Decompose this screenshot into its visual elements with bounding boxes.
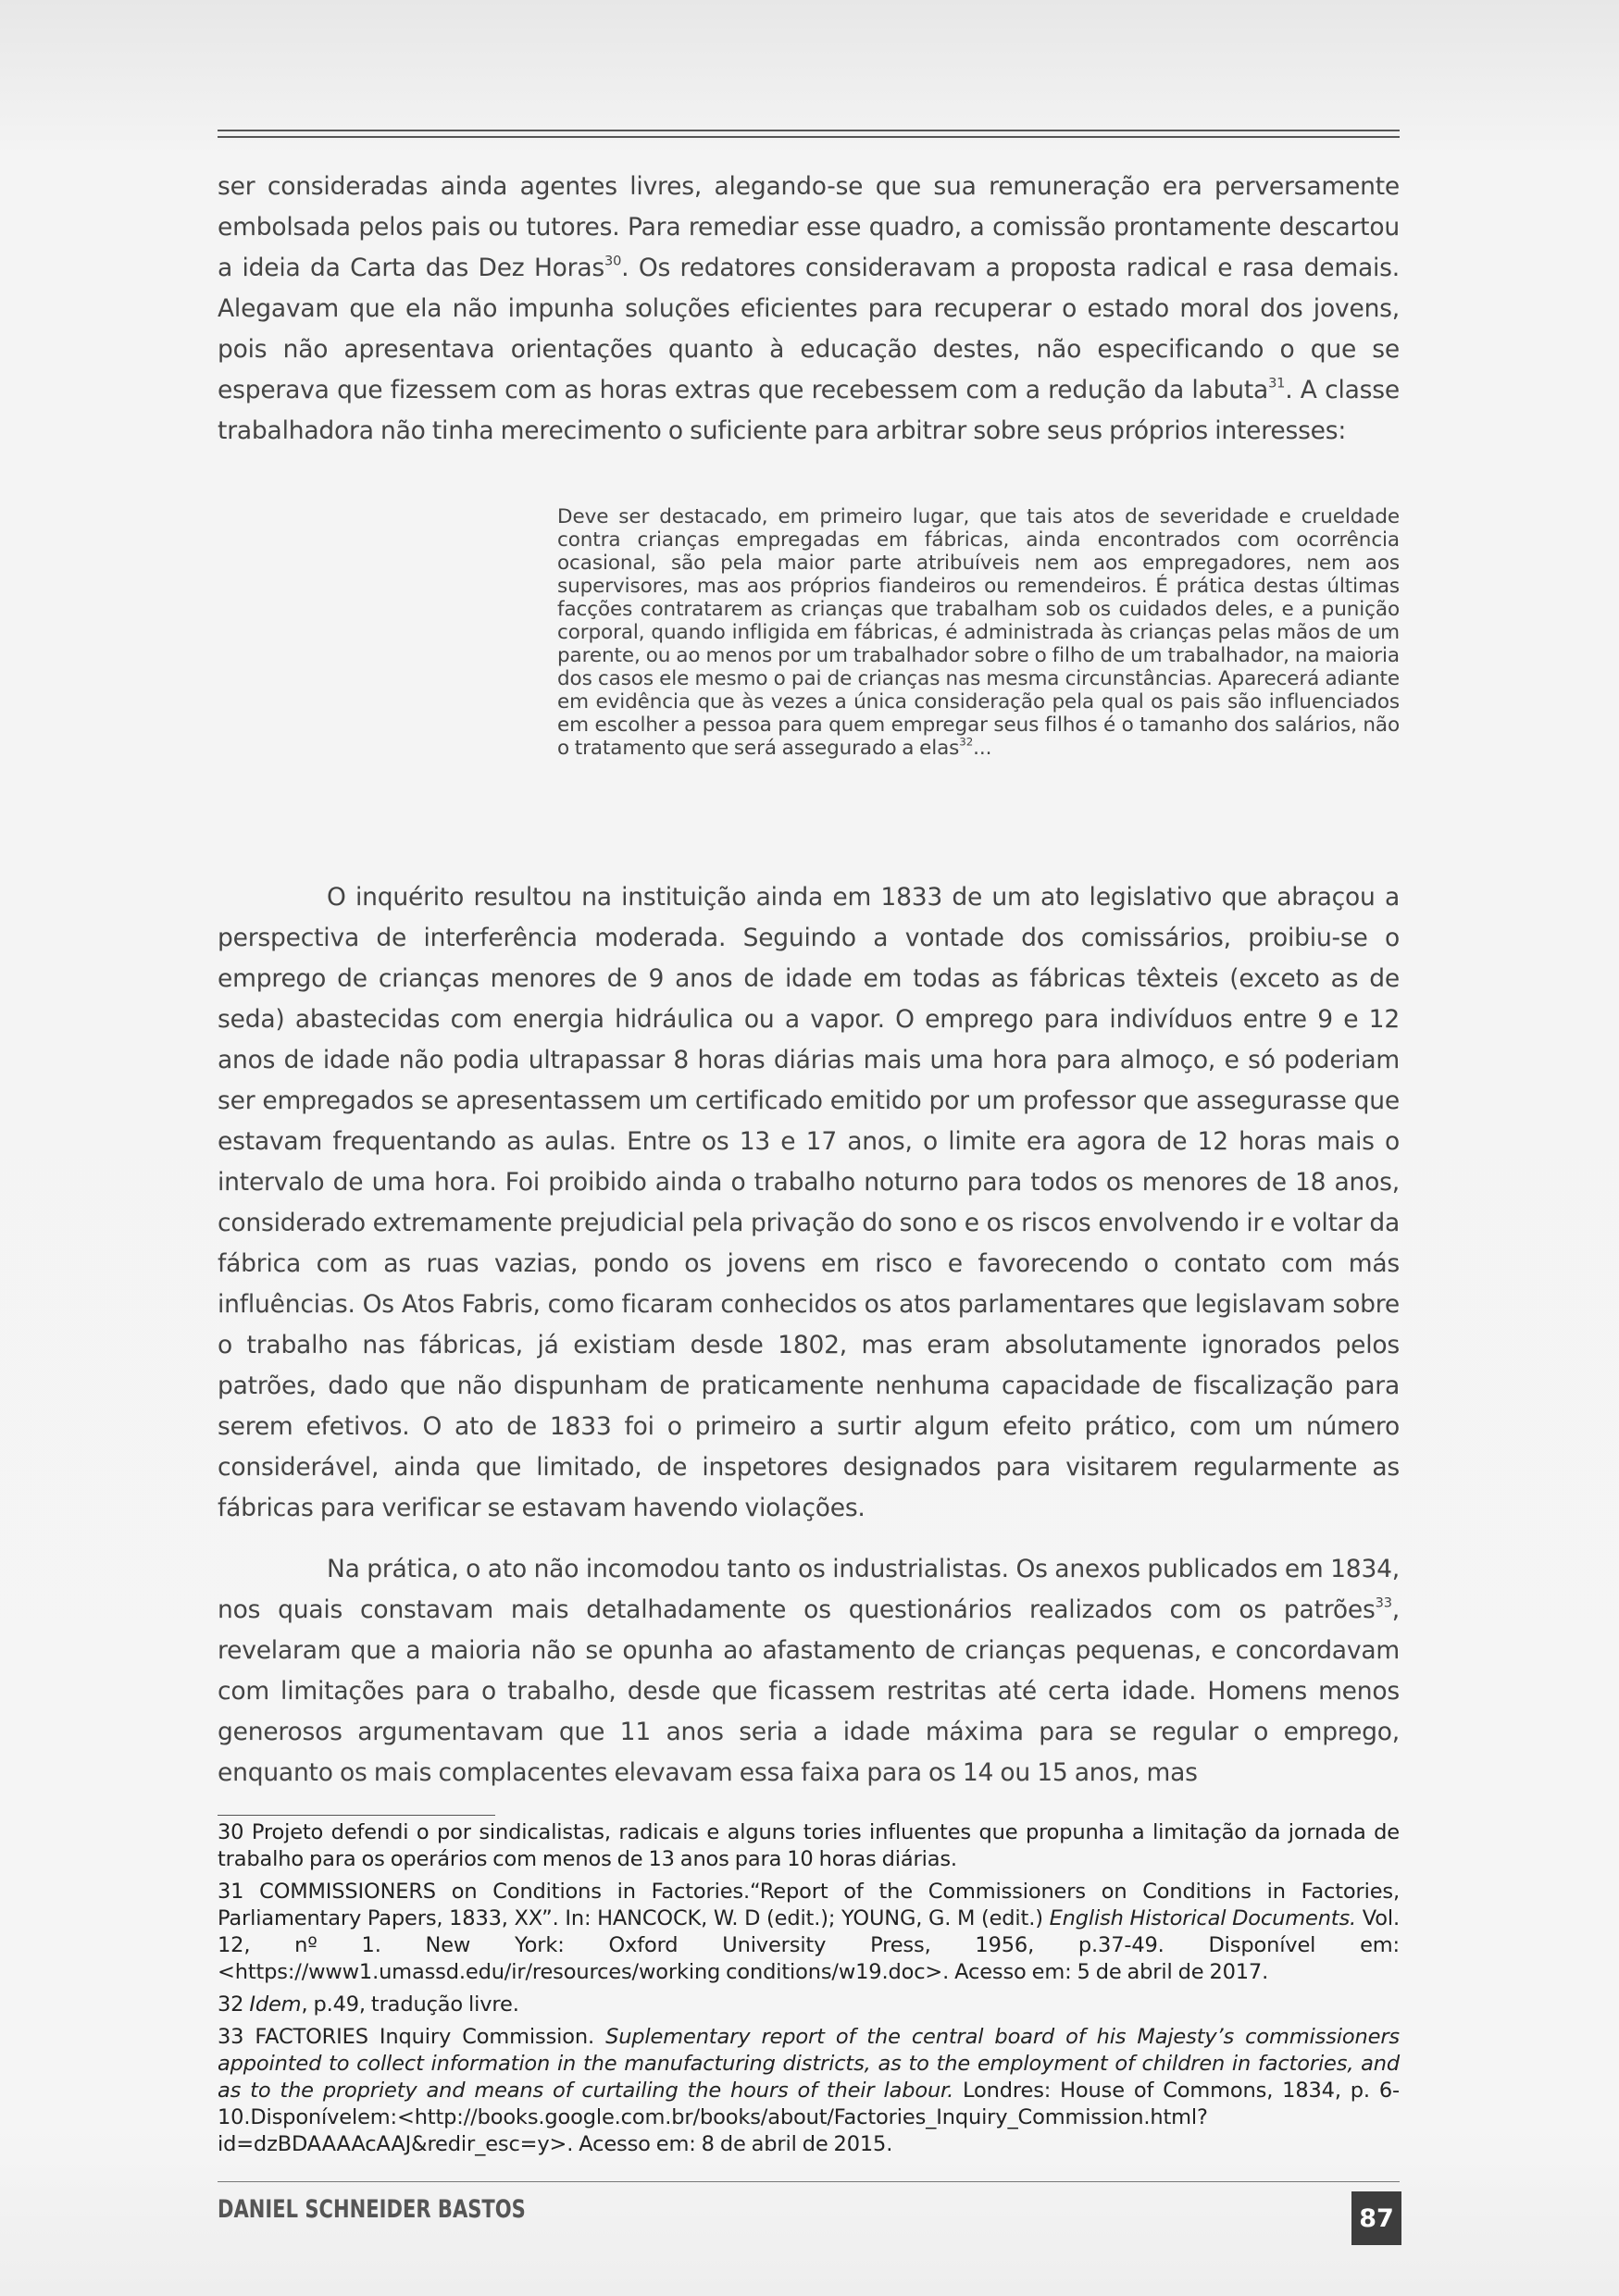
footnote-33-title: Suplementary report of the central board of his Majesty’s commissioners appointed to collect information in the manufacturing districts, as to the employment of children in factories, and as to the propriety and means of curtailing the hours of their labour. — [218, 2025, 1400, 2103]
footnote-33 — [218, 2024, 1400, 2158]
footnote-31-text-b: Vol. 12, nº 1. New York: Oxford University Press, 1956, p.37-49. Disponível em: <https://www1.umassd.edu/ir/resources/working conditions/w19.doc>. Acesso em: 5 de abril de 2017. — [218, 1906, 1401, 1984]
footnote-33-text-a: 33 FACTORIES Inquiry Commission. — [218, 2025, 606, 2049]
footer-author: DANIEL SCHNEIDER BASTOS — [218, 2195, 526, 2224]
footnote-ref-33[interactable]: 33 — [1375, 1595, 1392, 1611]
footnote-ref-30[interactable]: 30 — [604, 253, 622, 269]
footnote-separator — [218, 1815, 495, 1816]
paragraph-2: O inquérito resultou na instituição ainda em 1833 de um ato legislativo que abraçou a perspectiva de interferência moderada. Seguindo a vontade dos comissários, proibiu-se o emprego de crianças menores de 9 anos de idade em todas as fábricas têxteis (exceto as de seda) abastecidas com energia hidráulica ou a vapor. O emprego para indivíduos entre 9 e 12 anos de idade não podia ultrapassar 8 horas diárias mais uma hora para almoço, e só poderiam ser empregados se apresentassem um certificado emitido por um professor que assegurasse que estavam frequentando as aulas. Entre os 13 e 17 anos, o limite era agora de 12 horas mais o intervalo de uma hora. Foi proibido ainda o trabalho noturno para todos os menores de 18 anos, considerado extremamente prejudicial pela privação do sono e os riscos envolvendo ir e voltar da fábrica com as ruas vazias, pondo os jovens em risco e favorecendo o contato com más influências. Os Atos Fabris, como ficaram conhecidos os atos parlamentares que legislavam sobre o trabalho nas fábricas, já existiam desde 1802, mas eram absolutamente ignorados pelos patrões, dado que não dispunham de praticamente nenhuma capacidade de fiscalização para serem efetivos. O ato de 1833 foi o primeiro a surtir algum efeito prático, com um número considerável, ainda que limitado, de inspetores designados para visitarem regularmente as fábricas para verificar se estavam havendo violações. — [218, 883, 1400, 1522]
footnote-31 — [218, 1879, 1400, 1986]
footnote-ref-32[interactable]: 32 — [959, 735, 974, 749]
footnote-31-title: English Historical Documents. — [1049, 1906, 1357, 1930]
footnote-ref-31[interactable]: 31 — [1268, 375, 1286, 391]
paragraph-3-text-a: Na prática, o ato não incomodou tanto os industrialistas. Os anexos publicados em 1834, nos quais constavam mais detalhadamente os questionários realizados com os patrões — [218, 1555, 1400, 1624]
footnote-30: 30 Projeto defendi o por sindicalistas, radicais e alguns tories influentes que propunha a limitação da jornada de trabalho para os operários com menos de 13 anos para 10 horas diárias. — [218, 1820, 1400, 1871]
paragraph-3 — [218, 1549, 1400, 1793]
block-quote — [557, 505, 1400, 760]
footnote-32-text: , p.49, tradução livre. — [301, 1992, 519, 2017]
paragraph-1 — [218, 167, 1400, 452]
paragraph-1-text-b: . Os redatores consideravam a proposta radical e rasa demais. Alegavam que ela não impunha soluções eficientes para recuperar o estado moral dos jovens, pois não apresentava orientações quanto à educação destes, não especificando o que se esperava que fizessem com as horas extras que recebessem com a redução da labuta — [218, 254, 1401, 404]
paragraph-3-text-b: , revelaram que a maioria não se opunha ao afastamento de crianças pequenas, e concordavam com limitações para o trabalho, desde que ficassem restritas até certa idade. Homens menos generosos argumentavam que 11 anos seria a idade máxima para se regular o emprego, enquanto os mais complacentes elevavam essa faixa para os 14 ou 15 anos, mas — [218, 1595, 1400, 1787]
footnotes — [218, 1819, 1400, 2164]
body-paragraphs — [218, 877, 1400, 1793]
block-quote-ellipsis: ... — [973, 737, 992, 760]
block-quote-text: Deve ser destacado, em primeiro lugar, que tais atos de severidade e crueldade contra crianças empregadas em fábricas, ainda encontrados com ocorrência ocasional, são pela maior parte atribuíveis nem aos empregadores, nem aos supervisores, mas aos próprios fiandeiros ou remendeiros. É prática destas últimas facções contratarem as crianças que trabalham sob os cuidados deles, e a punição corporal, quando infligida em fábricas, é administrada às crianças pelas mãos de um parente, ou ao menos por um trabalhador sobre o filho de um trabalhador, na maioria dos casos ele mesmo o pai de crianças nas mesma circunstâncias. Aparecerá adiante em evidência que às vezes a única consideração pela qual os pais são influenciados em escolher a pessoa para quem empregar seus filhos é o tamanho dos salários, não o tratamento que será assegurado a elas — [557, 505, 1400, 760]
paragraph-continuation — [218, 167, 1400, 452]
footer-rule — [218, 2181, 1400, 2182]
paragraph-1-text-c: . A classe trabalhadora não tinha merecimento o suficiente para arbitrar sobre seus próprios interesses: — [218, 376, 1400, 445]
page-number: 87 — [1351, 2191, 1401, 2245]
paragraph-1-text-a: ser consideradas ainda agentes livres, alegando-se que sua remuneração era perversamente embolsada pelos pais ou tutores. Para remediar esse quadro, a comissão prontamente descartou a ideia da Carta das Dez Horas — [218, 172, 1400, 282]
footnote-31-text-a: 31 COMMISSIONERS on Conditions in Factories.“Report of the Commissioners on Conditions in Factories, Parliamentary Papers, 1833, XX”. In: HANCOCK, W. D (edit.); YOUNG, G. M (edit.) — [218, 1880, 1400, 1930]
footnote-32 — [218, 1992, 1400, 2018]
header-rule-bottom — [218, 136, 1400, 138]
footnote-33-text-b: Londres: House of Commons, 1834, p. 6-10.Disponívelem:<http://books.google.com.br/books/about/Factories_Inquiry_Commission.html?id=dzBDAAAAcAAJ&redir_esc=y>. Acesso em: 8 de abril de 2015. — [218, 2079, 1400, 2156]
footnote-32-number: 32 — [218, 1992, 250, 2017]
header-rule-top — [218, 130, 1400, 131]
footnote-32-idem: Idem — [249, 1992, 302, 2017]
